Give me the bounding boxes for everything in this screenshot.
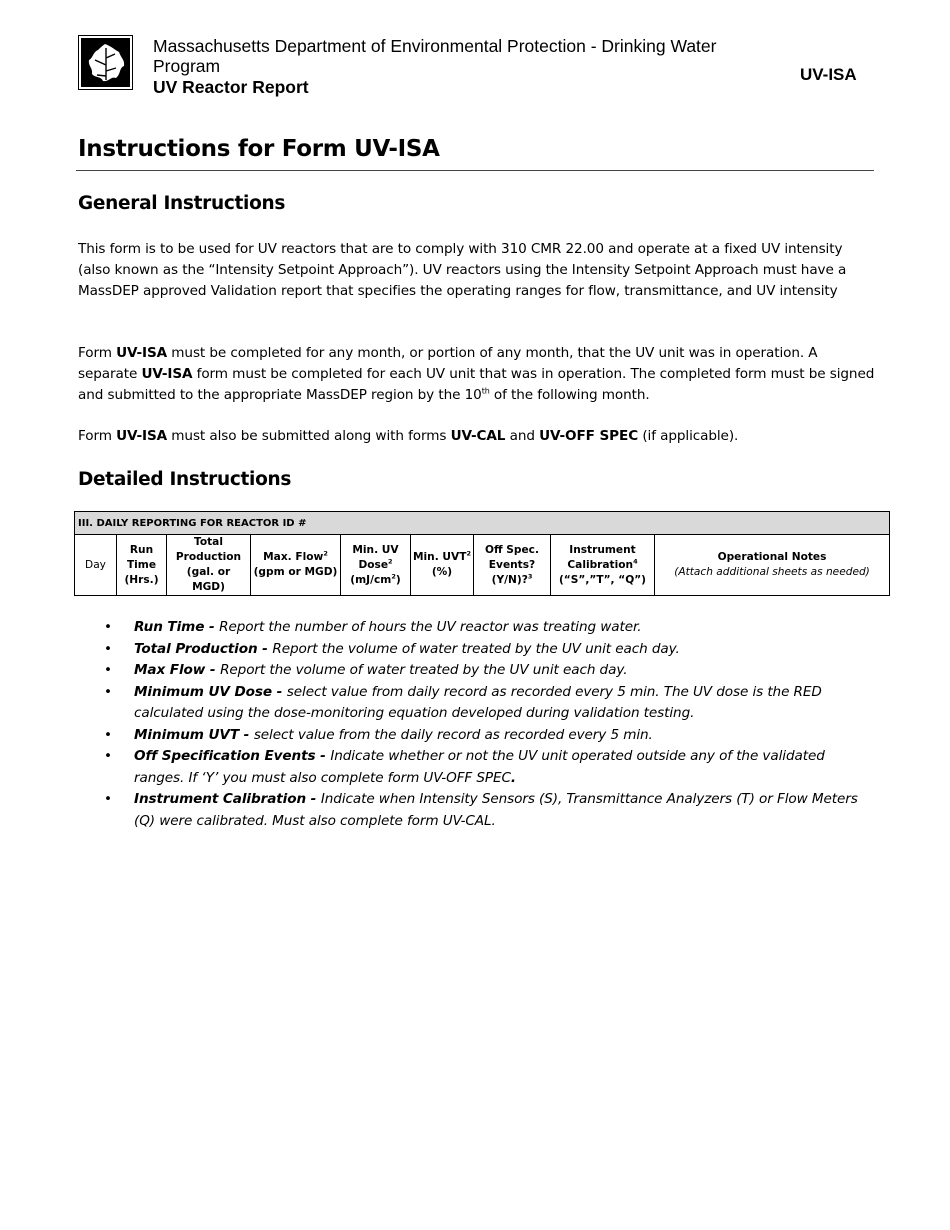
column-header-min-uvt: Min. UVT$^2$ (%) xyxy=(411,535,474,596)
column-header-instrument-calibration: Instrument Calibration$^4$ (“S”,”T”, “Q”) xyxy=(551,535,655,596)
list-item: • Run Time - Report the number of hours the UV reactor was treating water. xyxy=(104,617,874,639)
form-code: UV-ISA xyxy=(800,65,857,84)
daily-reporting-table xyxy=(74,511,890,596)
general-paragraph-1: This form is to be used for UV reactors that are to comply with 310 CMR 22.00 and operate at a fixed UV intensity (also known as the “Intensity Setpoint Approach”). UV reactors using the Intensity Setpoint Approach must have a MassDEP approved Validation report that specifies the operating ranges for flow, transmittance, and UV intensity xyxy=(78,241,847,299)
column-header-run-time: Run Time (Hrs.) xyxy=(117,535,167,596)
table-section-title: III. DAILY REPORTING FOR REACTOR ID # xyxy=(75,512,890,535)
field-instructions-list xyxy=(104,617,874,832)
general-paragraph-2: Form UV-ISA must be completed for any month, or portion of any month, that the UV unit was in operation. A separate UV-ISA form must be completed for each UV unit that was in operation. The completed form must be signed and submitted to the appropriate MassDEP region by the 10th of the following month. xyxy=(78,345,875,403)
list-item: • Instrument Calibration - Indicate when Intensity Sensors (S), Transmittance Analyzers (T) or Flow Meters (Q) were calibrated. Must also complete form UV-CAL. xyxy=(104,789,874,832)
column-header-max-flow: Max. Flow$^2$ (gpm or MGD) xyxy=(251,535,341,596)
leaf-icon xyxy=(81,38,130,87)
column-header-off-spec: Off Spec. Events? (Y/N)?$^3$ xyxy=(474,535,551,596)
list-item: • Minimum UV Dose - select value from daily record as recorded every 5 min. The UV dose is the RED calculated using the dose-monitoring equation developed during validation testing. xyxy=(104,682,874,725)
general-instructions-heading: General Instructions xyxy=(78,193,286,214)
list-item: • Minimum UVT - select value from the daily record as recorded every 5 min. xyxy=(104,725,874,747)
title-divider xyxy=(76,170,874,171)
general-paragraph-3: Form UV-ISA must also be submitted along with forms UV-CAL and UV-OFF SPEC (if applicable). xyxy=(78,428,739,444)
list-item: • Off Specification Events - Indicate whether or not the UV unit operated outside any of the validated ranges. If ‘Y’ you must also complete form UV-OFF SPEC. xyxy=(104,746,874,789)
massdep-leaf-logo-icon xyxy=(78,35,133,90)
list-item: • Total Production - Report the volume of water treated by the UV unit each day. xyxy=(104,639,874,661)
list-item: • Max Flow - Report the volume of water treated by the UV unit each day. xyxy=(104,660,874,682)
column-header-day: Day xyxy=(75,535,117,596)
detailed-instructions-heading: Detailed Instructions xyxy=(78,469,292,490)
column-header-operational-notes: Operational Notes (Attach additional sheets as needed) xyxy=(655,535,890,596)
column-header-min-uv-dose: Min. UV Dose$^2$ $(mJ/cm^2)$ xyxy=(341,535,411,596)
report-title: UV Reactor Report xyxy=(153,77,309,97)
column-header-total-production: Total Production (gal. or MGD) xyxy=(167,535,251,596)
page-title: Instructions for Form UV-ISA xyxy=(78,136,440,162)
agency-name: Massachusetts Department of Environmental Protection - Drinking Water Program xyxy=(153,36,717,76)
